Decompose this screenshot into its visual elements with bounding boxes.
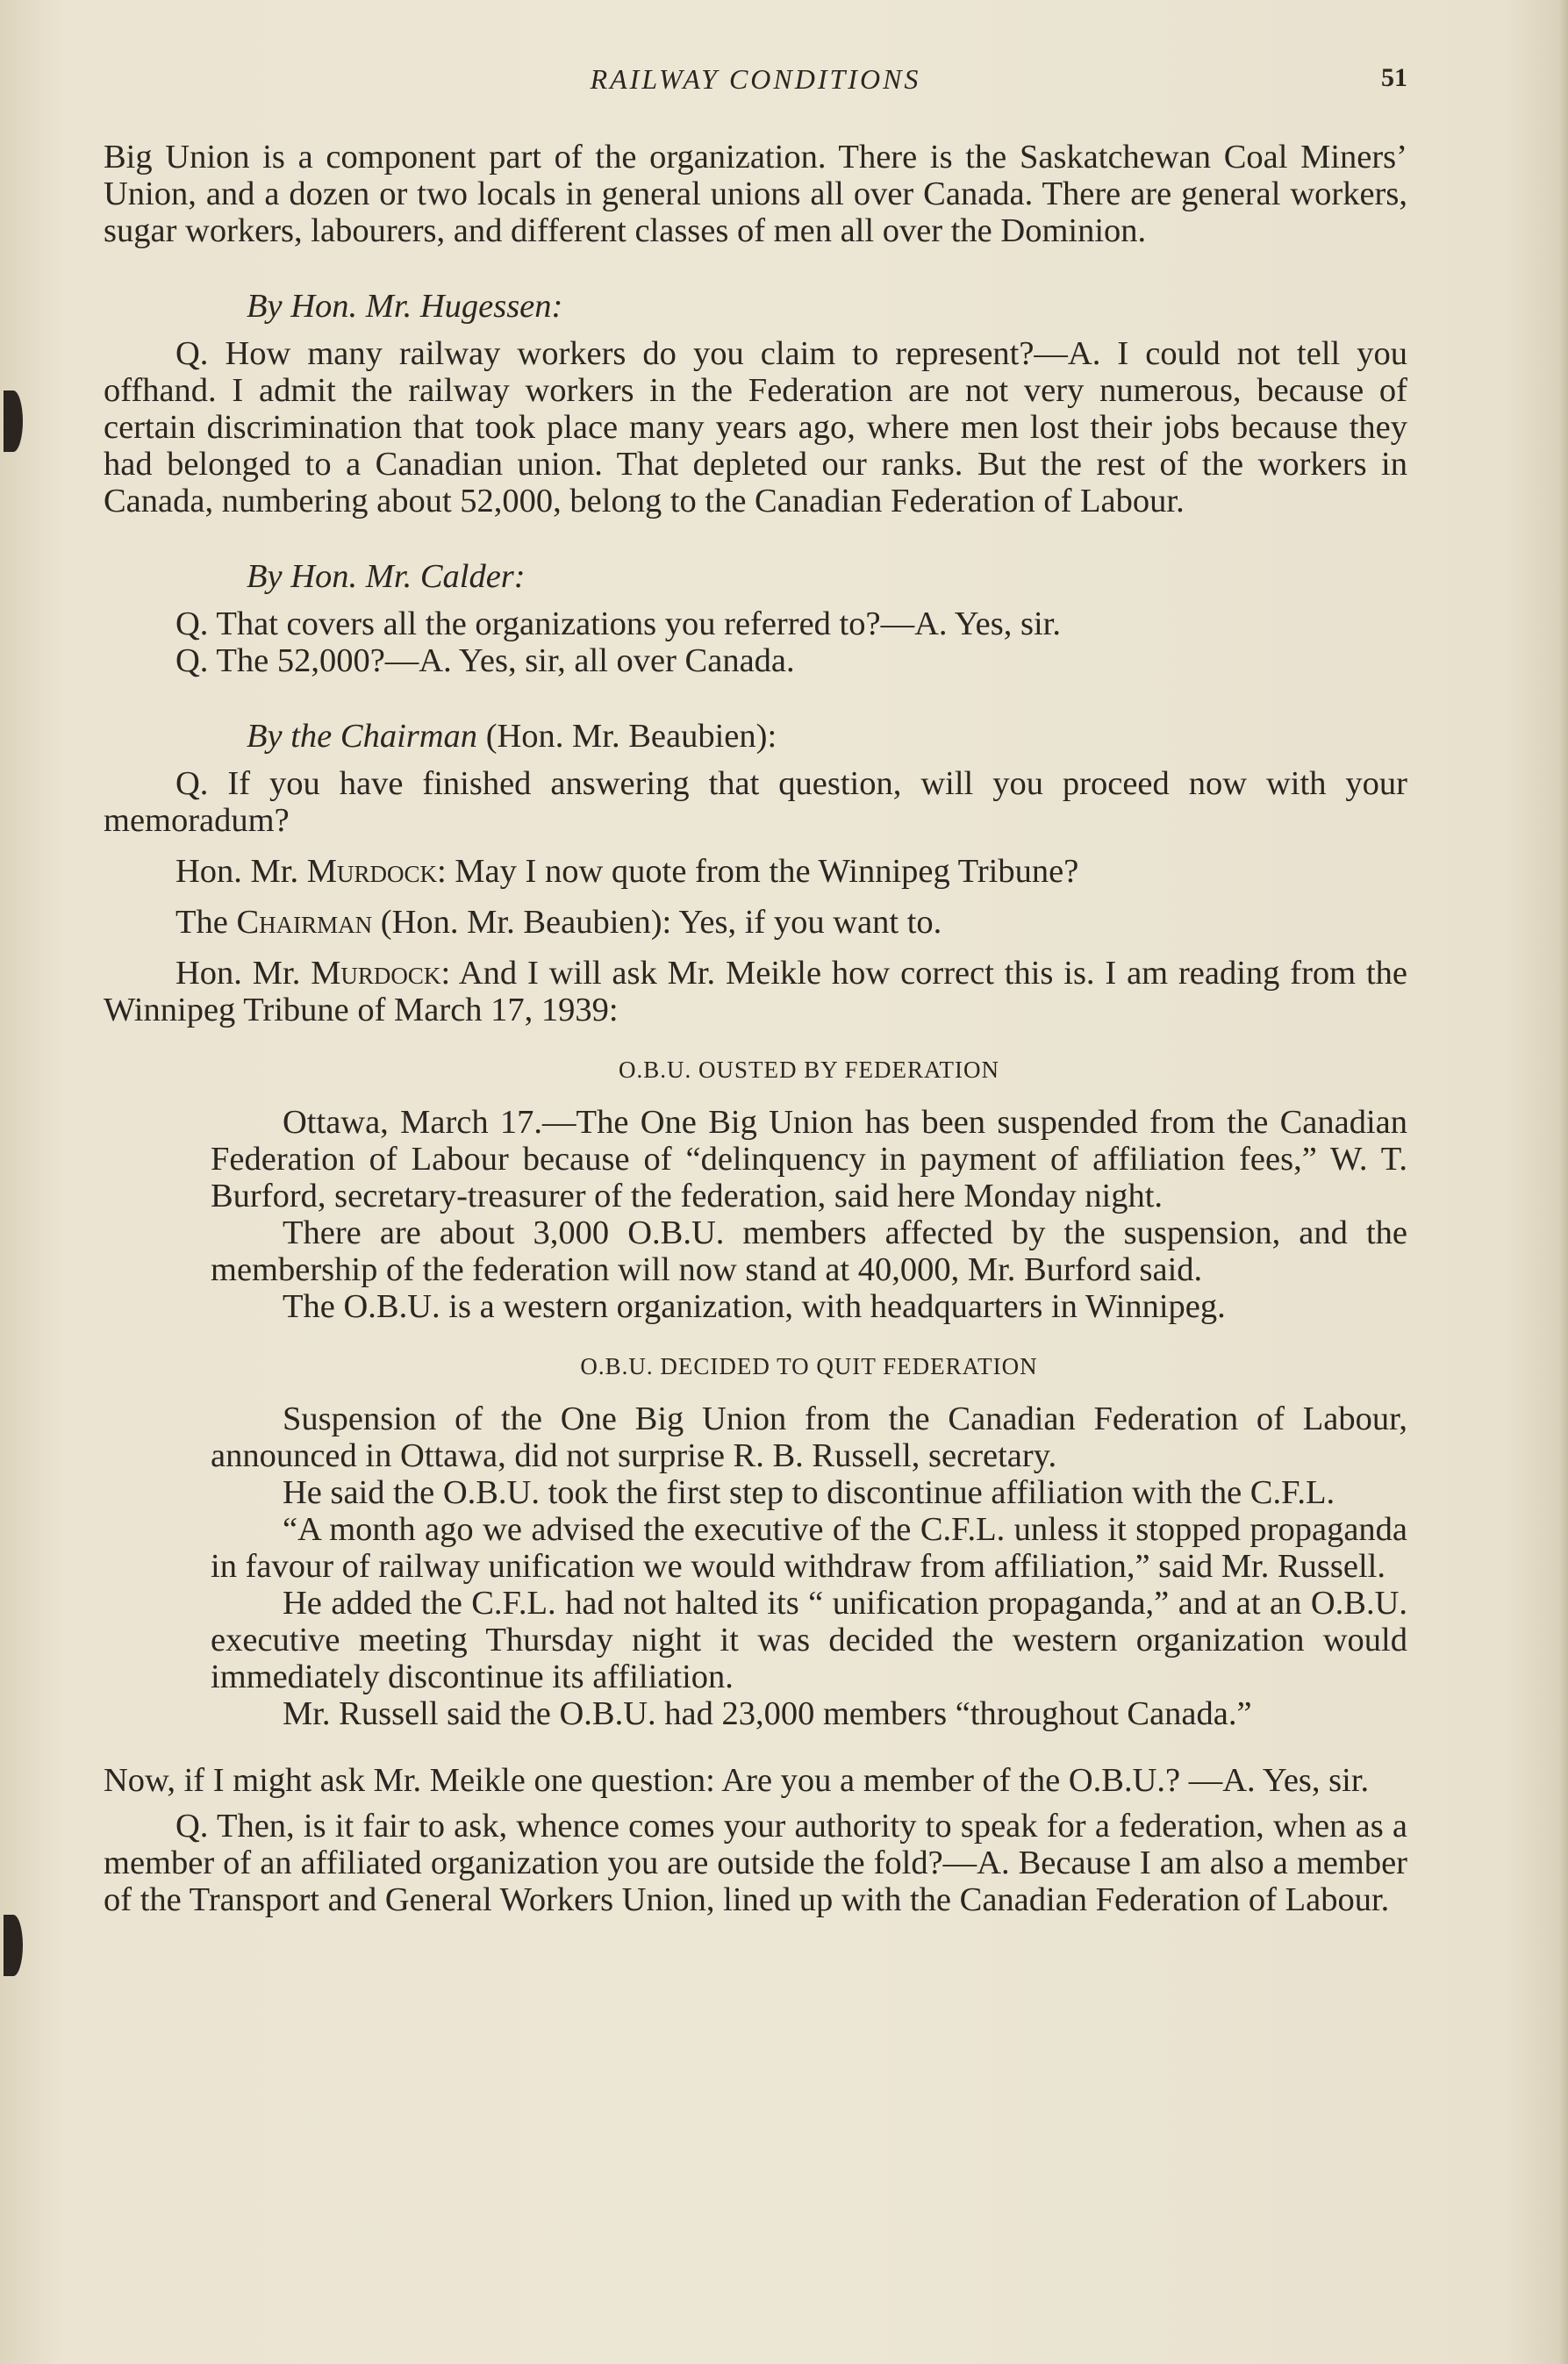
paragraph — [104, 955, 1407, 1028]
speaker-heading: By Hon. Mr. Hugessen: — [247, 288, 563, 325]
paragraph — [104, 853, 1407, 890]
speaker-heading-paren: (Hon. Mr. Beaubien): — [477, 718, 777, 755]
speaker-text: (Hon. Mr. Beaubien): Yes, if you want to. — [372, 904, 942, 941]
speaker-heading-name: By the Chairman — [247, 718, 478, 755]
speaker-prefix: The — [175, 904, 237, 941]
binding-hole-mark — [4, 390, 23, 452]
paragraph: Q. How many railway workers do you claim to represent?—A. I could not tell you offhand. I admit the railway workers in the Federation are not very numerous, because of certain discrimination that took place many years ago, where men lost their jobs because they had belonged to a Canadian union. That depleted our ranks. But the rest of the workers in Canada, numbering about 52,000, belong to the Canadian Federation of Labour. — [104, 335, 1407, 519]
speaker-text: : May I now quote from the Winnipeg Tribune? — [436, 853, 1079, 890]
speaker-name: Murdock — [306, 853, 437, 890]
paragraph: Q. That covers all the organizations you referred to?—A. Yes, sir. — [175, 605, 1061, 642]
quote-paragraph: The O.B.U. is a western organization, with headquarters in Winnipeg. — [283, 1288, 1226, 1325]
quote-paragraph: “A month ago we advised the executive of the C.F.L. unless it stopped propaganda in favour of railway unification we would withdraw from affiliation,” said Mr. Russell. — [211, 1511, 1407, 1585]
quote-heading: O.B.U. DECIDED TO QUIT FEDERATION — [580, 1353, 1038, 1379]
speaker-prefix: Hon. Mr. — [175, 853, 307, 890]
quote-paragraph: There are about 3,000 O.B.U. members affected by the suspension, and the membership of the federation will now stand at 40,000, Mr. Burford said. — [211, 1214, 1407, 1288]
speaker-text: : And I will ask Mr. Meikle how correct this is. I am reading from the Winnipeg Tribune of March 17, 1939: — [104, 955, 1407, 1028]
quote-paragraph: Suspension of the One Big Union from the Canadian Federation of Labour, announced in Ottawa, did not surprise R. B. Russell, secretary. — [211, 1400, 1407, 1474]
binding-hole-mark — [4, 1915, 23, 1976]
paragraph — [104, 904, 1407, 941]
paragraph: Now, if I might ask Mr. Meikle one question: Are you a member of the O.B.U.? —A. Yes, sir. — [104, 1762, 1370, 1799]
running-title: RAILWAY CONDITIONS — [590, 63, 921, 95]
paragraph: Q. If you have finished answering that question, will you proceed now with your memoradum? — [104, 765, 1407, 839]
page-edge — [1559, 0, 1568, 2364]
newspaper-quote — [211, 1051, 1407, 1732]
quote-paragraph: He said the O.B.U. took the first step to discontinue affiliation with the C.F.L. — [283, 1474, 1335, 1511]
page-number: 51 — [1381, 63, 1407, 92]
quote-heading: O.B.U. OUSTED BY FEDERATION — [618, 1057, 999, 1083]
paragraph: Q. Then, is it fair to ask, whence comes your authority to speak for a federation, when as a member of an affiliated organization you are outside the fold?—A. Because I am also a member of the Transport and General Workers Union, lined up with the Canadian Federation of Labour. — [104, 1808, 1407, 1918]
paragraph: Q. The 52,000?—A. Yes, sir, all over Canada. — [175, 642, 795, 679]
quote-paragraph: He added the C.F.L. had not halted its “ unification propaganda,” and at an O.B.U. executive meeting Thursday night it was decided the western organization would immediately discontinue its affiliation. — [211, 1585, 1407, 1695]
page-body — [104, 139, 1407, 1918]
paragraph: Big Union is a component part of the organization. There is the Saskatchewan Coal Miners’ Union, and a dozen or two locals in general unions all over Canada. There are general workers, sugar workers, labourers, and different classes of men all over the Dominion. — [104, 139, 1407, 249]
speaker-name: Chairman — [236, 904, 373, 941]
speaker-heading — [104, 718, 1407, 755]
page-header — [104, 63, 1407, 107]
quote-paragraph: Ottawa, March 17.—The One Big Union has been suspended from the Canadian Federation of Labour because of “delinquency in payment of affiliation fees,” W. T. Burford, secretary-treasurer of the federation, said here Monday night. — [211, 1104, 1407, 1214]
quote-paragraph: Mr. Russell said the O.B.U. had 23,000 members “throughout Canada.” — [283, 1695, 1252, 1732]
speaker-prefix: Hon. Mr. — [175, 955, 311, 992]
speaker-heading: By Hon. Mr. Calder: — [247, 558, 526, 595]
speaker-name: Murdock — [311, 955, 441, 992]
